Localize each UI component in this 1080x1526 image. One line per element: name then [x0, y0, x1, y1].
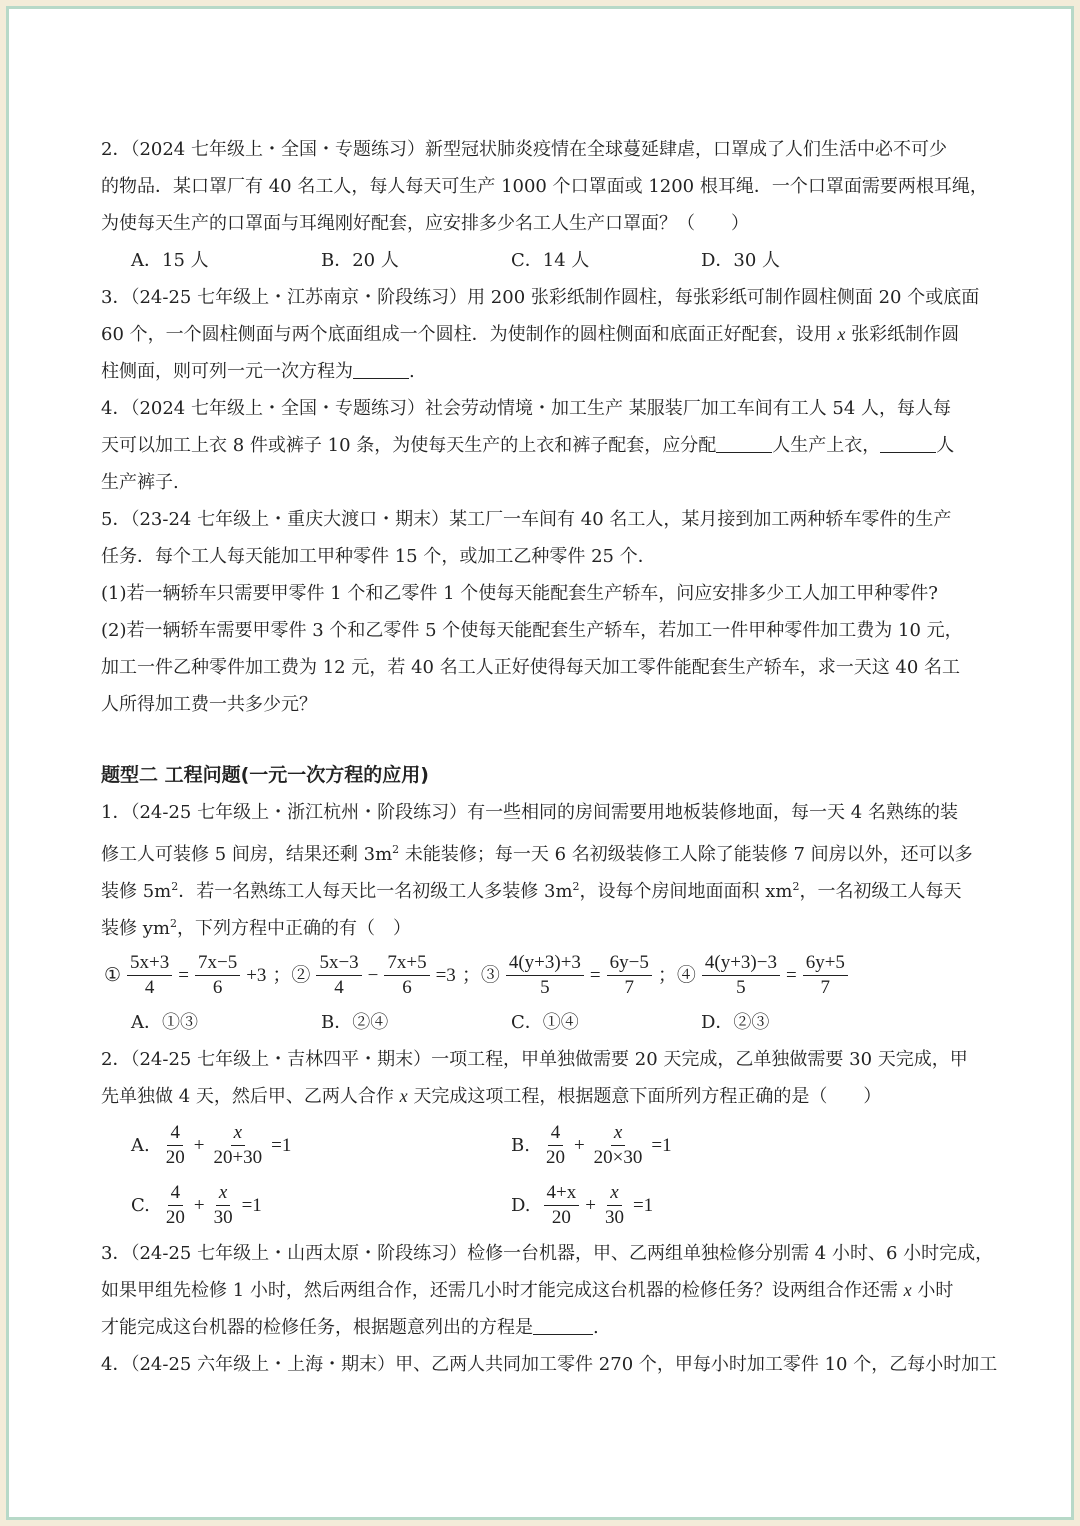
- question-text-line: 加工一件乙种零件加工费为 12 元，若 40 名工人正好使得每天加工零件能配套生产轿车，求一天这 40 名工: [101, 657, 961, 678]
- minus-sign: −: [367, 964, 379, 986]
- choice-label: B.: [511, 1134, 530, 1156]
- fraction: [163, 1181, 188, 1230]
- numerator: 4(y+3)+3: [506, 951, 584, 976]
- denominator: 6: [212, 976, 223, 998]
- question-text-line: 3．（24-25 七年级上・山西太原・阶段练习）检修一台机器，甲、乙两组单独检修分别需 4 小时、6 小时完成，: [101, 1243, 994, 1264]
- unit-text: ym: [142, 918, 170, 939]
- section2-question-3: [101, 1235, 1001, 1346]
- question-text-line: 2．（2024 七年级上・全国・专题练习）新型冠状肺炎疫情在全球蔓延肆虐，口罩成了人们生活中必不可少: [101, 139, 947, 160]
- choice-b: B．20 人: [321, 250, 399, 271]
- unit-text: xm: [765, 881, 793, 902]
- question-text-line: [101, 353, 1001, 390]
- superscript: 2: [392, 843, 400, 856]
- fraction: [211, 1181, 236, 1230]
- choice-b: [511, 1121, 891, 1170]
- variable: x: [218, 1181, 228, 1203]
- equation-rhs: =1: [651, 1134, 672, 1156]
- question-text-line: [101, 1078, 1001, 1115]
- section2-question-2: [101, 1041, 1001, 1235]
- text-segment: 装修: [101, 881, 143, 902]
- numerator: 4: [168, 1181, 184, 1206]
- denominator: 6: [402, 976, 412, 998]
- text-segment: 才能完成这台机器的检修任务，根据题意列出的方程是: [101, 1317, 533, 1338]
- text-segment: ．若一名熟练工人每天比一名初级工人多装修: [178, 881, 544, 902]
- fraction: [543, 1121, 568, 1170]
- choice-d: D．②③: [701, 1012, 770, 1033]
- plus-sign: +: [193, 1194, 205, 1216]
- question-text-line: (2)若一辆轿车需要甲零件 3 个和乙零件 5 个使每天能配套生产轿车，若加工一件甲种零件加工费为 10 元，: [101, 620, 963, 641]
- fraction: [602, 1181, 627, 1230]
- choice-a: A．15 人: [131, 250, 209, 271]
- denominator: 20: [551, 1206, 571, 1228]
- choice-label: C.: [131, 1194, 150, 1216]
- text-segment: .: [593, 1317, 599, 1338]
- denominator: 30: [604, 1206, 624, 1228]
- equation-marker: ；③: [461, 964, 500, 986]
- text-segment: 如果甲组先检修 1 小时，然后两组合作，还需几小时才能完成这台机器的检修任务？设两组合作还需: [101, 1280, 904, 1301]
- denominator: 30: [213, 1206, 233, 1228]
- answer-blank[interactable]: [880, 430, 936, 453]
- equation-rhs: =1: [632, 1194, 654, 1216]
- equals-sign: =: [785, 964, 797, 986]
- choice-d: D．30 人: [701, 250, 781, 271]
- equation-marker: ；④: [657, 964, 696, 986]
- fraction: [702, 951, 780, 1000]
- question-text-line: 任务．每个工人每天能加工甲种零件 15 个，或加工乙种零件 25 个．: [101, 546, 656, 567]
- fraction: [803, 951, 848, 1000]
- section2-question-4: [101, 1346, 1001, 1383]
- equation-rhs: +3: [246, 964, 267, 986]
- choice-c: C．14 人: [511, 250, 590, 271]
- text-segment: 张彩纸制作圆: [845, 324, 960, 345]
- question-text-line: (1)若一辆轿车只需要甲零件 1 个和乙零件 1 个使每天能配套生产轿车，问应安排多少工人加工甲种零件?: [101, 583, 938, 604]
- text-segment: 60 个，一个圆柱侧面与两个底面组成一个圆柱．为使制作的圆柱侧面和底面正好配套，设用: [101, 324, 838, 345]
- answer-blank[interactable]: [353, 356, 409, 379]
- text-segment: 人: [936, 435, 955, 456]
- question-text-line: 4．（24-25 六年级上・上海・期末）甲、乙两人共同加工零件 270 个，甲每小时加工零件 10 个，乙每小时加工: [101, 1354, 998, 1375]
- equation-rhs: =1: [271, 1134, 292, 1156]
- choice-c: [131, 1181, 511, 1230]
- unit-text: 3m: [544, 881, 573, 902]
- choice-label: A.: [131, 1134, 150, 1156]
- superscript: 2: [572, 880, 580, 893]
- question-4: [101, 390, 1001, 501]
- text-segment: 装修: [101, 918, 143, 939]
- question-text-line: 5．（23-24 七年级上・重庆大渡口・期末）某工厂一车间有 40 名工人，某月接到加工两种轿车零件的生产: [101, 509, 952, 530]
- question-text-line: 4．（2024 七年级上・全国・专题练习）社会劳动情境・加工生产 某服装厂加工车间有工人 54 人，每人每: [101, 398, 952, 419]
- fraction: [591, 1121, 646, 1170]
- text-segment: .: [409, 361, 415, 382]
- text-segment: 修工人可装修 5 间房，结果还剩: [101, 844, 364, 865]
- plus-sign: +: [585, 1194, 596, 1216]
- numerator: [216, 1181, 230, 1206]
- denominator: 7: [820, 976, 831, 998]
- worksheet-content: [101, 131, 1001, 1383]
- text-segment: 未能装修；每一天 6 名初级装修工人除了能装修 7 间房以外，还可以多: [399, 844, 973, 865]
- question-text-line: [101, 1309, 1001, 1346]
- text-segment: 人生产上衣，: [772, 435, 881, 456]
- numerator: 4(y+3)−3: [702, 951, 780, 976]
- question-text-line: [101, 831, 1001, 868]
- plus-sign: +: [573, 1134, 585, 1156]
- question-text-line: 1．（24-25 七年级上・浙江杭州・阶段练习）有一些相同的房间需要用地板装修地面，每一天 4 名熟练的装: [101, 802, 958, 823]
- equation-marker: ①: [104, 964, 122, 986]
- text-segment: 先单独做 4 天，然后甲、乙两人合作: [101, 1086, 400, 1107]
- choice-row: [101, 1115, 1001, 1175]
- question-text-line: 人所得加工费一共多少元？: [101, 694, 317, 715]
- denominator: 20: [545, 1146, 565, 1168]
- fraction: [316, 951, 361, 1000]
- question-text-line: [101, 868, 1001, 905]
- variable: x: [613, 1121, 623, 1143]
- choice-b: B．②④: [321, 1012, 389, 1033]
- fraction: [544, 1181, 580, 1230]
- text-segment: ，一名初级工人每天: [799, 881, 962, 902]
- text-segment: 柱侧面，则可列一元一次方程为: [101, 361, 353, 382]
- numerator: [231, 1121, 245, 1146]
- equation-rhs: =1: [241, 1194, 262, 1216]
- choice-label: D.: [511, 1194, 531, 1216]
- numerator: 4+x: [544, 1181, 580, 1206]
- question-text-line: 为使每天生产的口罩面与耳绳刚好配套，应安排多少名工人生产口罩面？（ ）: [101, 213, 749, 234]
- text-segment: ，设每个房间地面面积: [579, 881, 766, 902]
- answer-blank[interactable]: [716, 430, 772, 453]
- denominator: 5: [540, 976, 550, 998]
- equation-rhs: =3: [435, 964, 456, 986]
- denominator: 20: [165, 1146, 185, 1168]
- superscript: 2: [792, 880, 800, 893]
- plus-sign: +: [193, 1134, 205, 1156]
- text-segment: 小时: [911, 1280, 954, 1301]
- text-segment: 天完成这项工程，根据题意下面所列方程正确的是（ ）: [407, 1086, 882, 1107]
- choice-d: [511, 1181, 891, 1230]
- choice-c: C．①④: [511, 1012, 579, 1033]
- numerator: 4: [548, 1121, 564, 1146]
- fraction: [506, 951, 584, 1000]
- variable: x: [399, 1086, 408, 1106]
- equation-list: [101, 946, 1001, 1004]
- unit-text: 5m: [142, 881, 172, 902]
- numerator: 6y+5: [803, 951, 848, 976]
- choice-options: [101, 1004, 1001, 1041]
- text-segment: ，下列方程中正确的有（ ）: [176, 918, 411, 939]
- fraction: [163, 1121, 188, 1170]
- denominator: 20: [165, 1206, 185, 1228]
- choice-options: [101, 242, 1001, 279]
- question-2: [101, 131, 1001, 279]
- variable: x: [233, 1121, 243, 1143]
- question-text-line: 的物品．某口罩厂有 40 名工人，每人每天可生产 1000 个口罩面或 1200 根耳绳．一个口罩面需要两根耳绳，: [101, 176, 988, 197]
- denominator: 5: [736, 976, 746, 998]
- numerator: 7x−5: [195, 951, 240, 976]
- fraction: [607, 951, 652, 1000]
- unit-area: [364, 844, 400, 865]
- denominator: 4: [144, 976, 155, 998]
- question-5: [101, 501, 1001, 723]
- text-segment: 天可以加工上衣 8 件或裤子 10 条，为使每天生产的上衣和裤子配套，应分配: [101, 435, 717, 456]
- question-text-line: 2．（24-25 七年级上・吉林四平・期末）一项工程，甲单独做需要 20 天完成，乙单独做需要 30 天完成，甲: [101, 1049, 968, 1070]
- superscript: 2: [169, 917, 177, 930]
- equals-sign: =: [178, 964, 189, 986]
- fraction: [210, 1121, 265, 1170]
- numerator: [611, 1121, 625, 1146]
- question-text-line: [101, 427, 1001, 464]
- equation-marker: ；②: [272, 964, 311, 986]
- question-text-line: 3．（24-25 七年级上・江苏南京・阶段练习）用 200 张彩纸制作圆柱，每张彩纸可制作圆柱侧面 20 个或底面: [101, 287, 980, 308]
- numerator: 5x−3: [316, 951, 361, 976]
- unit-text: 3m: [363, 844, 393, 865]
- section-heading: 题型二 工程问题(一元一次方程的应用): [101, 764, 429, 786]
- question-text-line: [101, 905, 1001, 942]
- numerator: 6y−5: [607, 951, 652, 976]
- equals-sign: =: [589, 964, 601, 986]
- numerator: 4: [167, 1121, 183, 1146]
- numerator: [607, 1181, 621, 1206]
- question-3: [101, 279, 1001, 390]
- denominator: 20+30: [213, 1146, 263, 1168]
- superscript: 2: [171, 880, 179, 893]
- variable: x: [610, 1181, 619, 1203]
- question-text-line: [101, 316, 1001, 353]
- choice-a: [131, 1121, 511, 1170]
- choice-row: [101, 1175, 1001, 1235]
- answer-blank[interactable]: [533, 1312, 593, 1335]
- section2-question-1: [101, 794, 1001, 1041]
- denominator: 20×30: [593, 1146, 643, 1168]
- question-text-line: 生产裤子.: [101, 472, 179, 493]
- variable: x: [837, 324, 846, 344]
- fraction: [195, 951, 240, 1000]
- denominator: 4: [334, 976, 344, 998]
- numerator: 5x+3: [127, 951, 172, 976]
- fraction: [127, 951, 172, 1000]
- choice-a: A．①③: [131, 1012, 198, 1033]
- variable: x: [903, 1280, 912, 1300]
- question-text-line: [101, 1272, 1001, 1309]
- page-frame: [6, 6, 1074, 1520]
- denominator: 7: [624, 976, 634, 998]
- numerator: 7x+5: [384, 951, 429, 976]
- fraction: [384, 951, 429, 1000]
